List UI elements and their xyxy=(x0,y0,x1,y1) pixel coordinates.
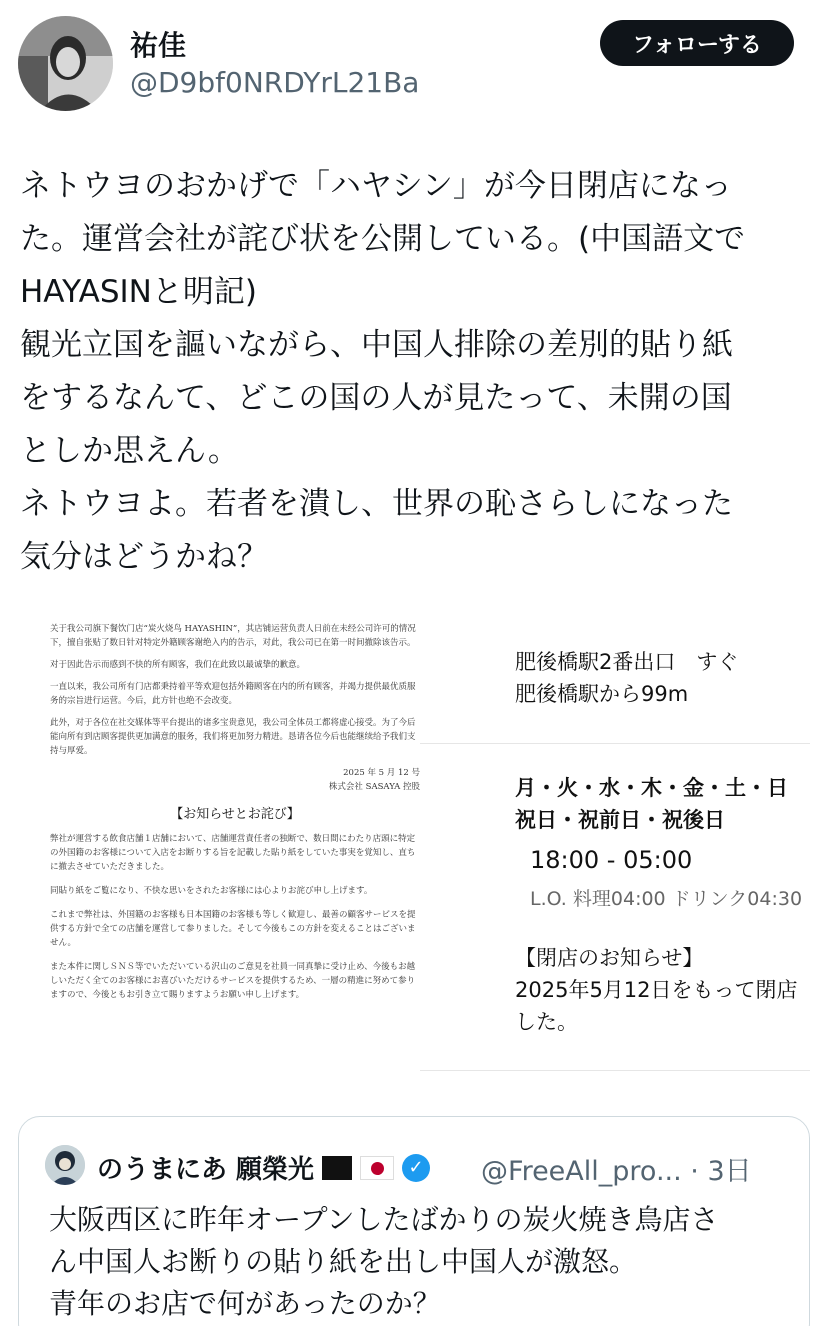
chinese-paragraph: 关于我公司旗下餐饮门店“炭火烧鸟 HAYASHIN”，其店铺运营负责人日前在未经公司许可的情况下，擅自张贴了数日针对特定外籍顾客谢绝入内的告示，对此，我公司已在第一时间撤除该告示。 xyxy=(50,624,416,648)
quote-line: 大阪西区に昨年オープンしたばかりの炭火焼き鳥店さ xyxy=(49,1203,719,1236)
author-name[interactable]: 祐佳 xyxy=(130,29,187,62)
verified-badge-icon: ✓ xyxy=(402,1154,430,1182)
tweet-line: ネトウヨのおかげで「ハヤシン」が今日閉店になっ xyxy=(20,168,732,204)
japan-flag-icon xyxy=(360,1156,394,1180)
black-flag-icon xyxy=(322,1156,352,1180)
quote-handle-time[interactable]: @FreeAll_pro... · 3日 xyxy=(481,1156,752,1187)
tweet-line: ネトウヨよ。若者を潰し、世界の恥さらしになった xyxy=(20,486,733,522)
divider xyxy=(420,1070,810,1071)
closing-notice-title: 【閉店のお知らせ】 xyxy=(515,946,704,970)
closing-notice-line: 2025年5月12日をもって閉店 xyxy=(515,978,798,1002)
store-last-order: L.O. 料理04:00 ドリンク04:30 xyxy=(530,888,803,910)
access-line: 肥後橋駅から99m xyxy=(515,682,689,706)
tweet-line: た。運営会社が詫び状を公開している。(中国語文で xyxy=(20,221,746,257)
store-info xyxy=(420,600,810,1080)
tweet-header xyxy=(0,0,828,120)
author-handle[interactable]: @D9bf0NRDYrL21Ba xyxy=(130,66,420,99)
apology-notice xyxy=(50,622,420,1072)
tweet-media-image[interactable] xyxy=(20,600,810,1080)
chinese-company: 株式会社 SASAYA 控股 xyxy=(328,782,420,792)
quote-author-name[interactable] xyxy=(97,1149,430,1186)
author-avatar[interactable] xyxy=(18,16,113,111)
jp-notice-title: 【お知らせとお詫び】 xyxy=(170,807,300,822)
follow-button[interactable]: フォローする xyxy=(600,20,794,66)
store-days xyxy=(515,772,788,836)
days-line: 月・火・水・木・金・土・日 xyxy=(515,776,788,800)
tweet-line: をするなんて、どこの国の人が見たって、未開の国 xyxy=(20,380,732,416)
chinese-date: 2025 年 5 月 12 号 xyxy=(343,768,420,778)
closing-notice-line: した。 xyxy=(515,1010,578,1034)
store-hours: 18:00 - 05:00 xyxy=(530,846,693,874)
tweet-text xyxy=(20,160,810,584)
divider xyxy=(420,743,810,744)
access-line: 肥後橋駅2番出口 すぐ xyxy=(515,650,739,674)
avatar-illustration-icon xyxy=(45,1145,85,1185)
tweet-line: HAYASINと明記) xyxy=(20,274,257,310)
tweet-line: 観光立国を謳いながら、中国人排除の差別的貼り紙 xyxy=(20,327,733,363)
avatar-photo-icon xyxy=(18,16,113,111)
quote-line: ん中国人お断りの貼り紙を出し中国人が激怒。 xyxy=(49,1245,638,1278)
chinese-notice xyxy=(50,622,420,794)
closing-notice xyxy=(515,942,798,1038)
tweet-line: 気分はどうかね？ xyxy=(20,539,268,575)
quoted-tweet[interactable] xyxy=(18,1116,810,1326)
chinese-paragraph: 此外，对于各位在社交媒体等平台提出的诸多宝贵意见，我公司全体员工都将虚心接受。为了今后能向所有到店顾客提供更加满意的服务，我们将更加努力精进。恳请各位今后也能继续给予我们支持与厚爱。 xyxy=(50,718,416,756)
chinese-paragraph: 对于因此告示而感到不快的所有顾客，我们在此致以最诚挚的歉意。 xyxy=(50,660,306,670)
store-access xyxy=(515,646,738,710)
jp-paragraph: これまで弊社は、外国籍のお客様も日本国籍のお客様も等しく歓迎し、最善の顧客サービスを提供する方針で全ての店舗を運営して参りました。そして今後もこの方針を変えることはございません。 xyxy=(50,910,416,948)
quote-author-avatar[interactable] xyxy=(45,1145,85,1185)
chinese-paragraph: 一直以来，我公司所有门店都秉持着平等欢迎包括外籍顾客在内的所有顾客，并竭力提供最优质服务的宗旨进行运营。今后，此方针也绝不会改变。 xyxy=(50,682,416,706)
jp-paragraph: 同貼り紙をご覧になり、不快な思いをされたお客様には心よりお詫び申し上げます。 xyxy=(50,886,373,896)
jp-paragraph: また本件に関しＳＮＳ等でいただいている沢山のご意見を社員一同真摯に受け止め、今後もお越しいただく全てのお客様にお喜びいただけるサービスを提供するため、一層の精進に努めて参りますので、今後ともお引き立て賜りますようお願い申し上げます。 xyxy=(50,962,416,1000)
jp-notice xyxy=(50,832,420,1002)
quote-text xyxy=(49,1199,789,1325)
tweet-line: としか思えん。 xyxy=(20,433,239,469)
quote-author-name-text: のうまにあ 願榮光 xyxy=(97,1155,315,1185)
quote-line: 青年のお店で何があったのか？ xyxy=(49,1287,441,1320)
jp-paragraph: 弊社が運営する飲食店舗１店舗において、店舗運営責任者の独断で、数日間にわたり店頭に特定の外国籍のお客様について入店をお断りする旨を記載した貼り紙をしていた事実を覚知し、直ちに撤去させていただきました。 xyxy=(50,834,416,872)
days-line: 祝日・祝前日・祝後日 xyxy=(515,808,725,832)
